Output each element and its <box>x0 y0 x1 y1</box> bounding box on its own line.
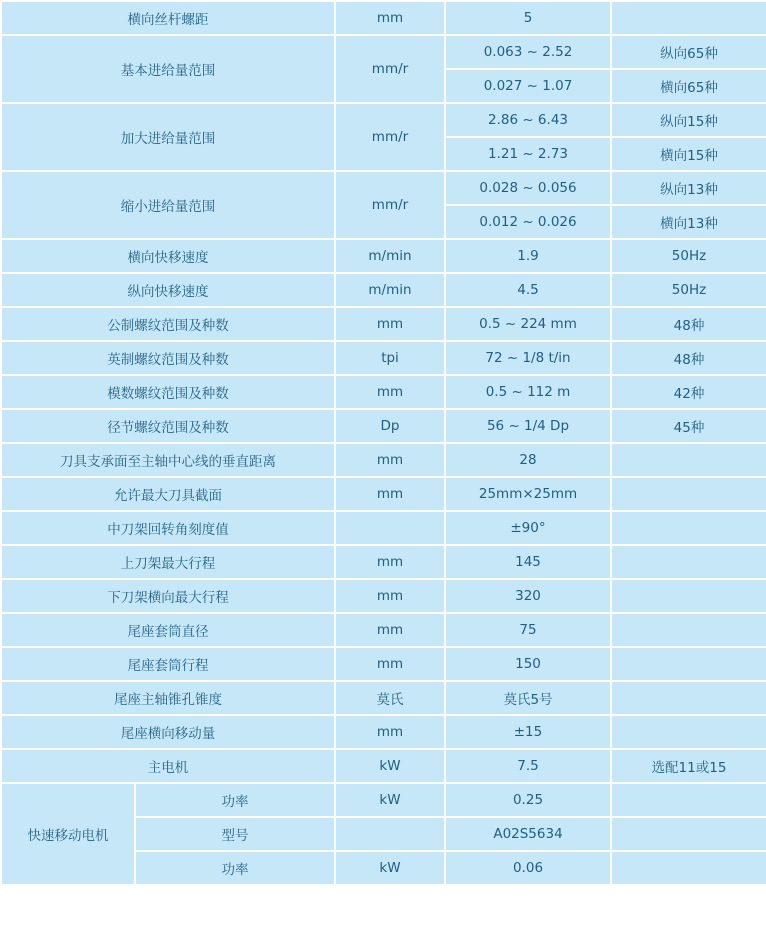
value-cell: 0.027 ~ 1.07 <box>445 69 611 103</box>
unit-cell: mm/r <box>335 171 445 239</box>
param-name-cell: 纵向快移速度 <box>1 273 335 307</box>
unit-cell: 莫氏 <box>335 681 445 715</box>
note-cell <box>611 613 766 647</box>
note-cell: 横向65种 <box>611 69 766 103</box>
unit-cell: mm <box>335 307 445 341</box>
value-cell: 0.06 <box>445 851 611 885</box>
unit-cell: Dp <box>335 409 445 443</box>
unit-cell: kW <box>335 851 445 885</box>
note-cell: 42种 <box>611 375 766 409</box>
table-row <box>1 171 766 205</box>
value-cell: 72 ~ 1/8 t/in <box>445 341 611 375</box>
unit-cell: m/min <box>335 273 445 307</box>
unit-cell: mm <box>335 647 445 681</box>
note-cell: 50Hz <box>611 273 766 307</box>
table-row <box>1 443 766 477</box>
note-cell <box>611 477 766 511</box>
unit-cell: mm/r <box>335 35 445 103</box>
table-row <box>1 715 766 749</box>
unit-cell: mm <box>335 443 445 477</box>
unit-cell: mm <box>335 545 445 579</box>
param-name-cell: 横向快移速度 <box>1 239 335 273</box>
param-name-cell: 允许最大刀具截面 <box>1 477 335 511</box>
note-cell: 横向15种 <box>611 137 766 171</box>
table-row <box>1 613 766 647</box>
note-cell: 48种 <box>611 307 766 341</box>
unit-cell: mm/r <box>335 103 445 171</box>
value-cell: 0.012 ~ 0.026 <box>445 205 611 239</box>
rapid-motor-name-cell: 快速移动电机 <box>1 783 135 885</box>
table-row <box>1 545 766 579</box>
value-cell: 0.5 ~ 224 mm <box>445 307 611 341</box>
table-row <box>1 749 766 783</box>
param-name-cell: 中刀架回转角刻度值 <box>1 511 335 545</box>
table-row <box>1 477 766 511</box>
param-name-cell: 英制螺纹范围及种数 <box>1 341 335 375</box>
note-cell: 48种 <box>611 341 766 375</box>
unit-cell <box>335 511 445 545</box>
value-cell: 75 <box>445 613 611 647</box>
table-row <box>1 307 766 341</box>
value-cell: 莫氏5号 <box>445 681 611 715</box>
table-row <box>1 681 766 715</box>
unit-cell: mm <box>335 715 445 749</box>
value-cell: 1.9 <box>445 239 611 273</box>
value-cell: 150 <box>445 647 611 681</box>
param-name-cell: 模数螺纹范围及种数 <box>1 375 335 409</box>
param-name-cell: 主电机 <box>1 749 335 783</box>
table-row <box>1 375 766 409</box>
value-cell: ±90° <box>445 511 611 545</box>
unit-cell: mm <box>335 477 445 511</box>
param-name-cell: 刀具支承面至主轴中心线的垂直距离 <box>1 443 335 477</box>
unit-cell: m/min <box>335 239 445 273</box>
value-cell: 145 <box>445 545 611 579</box>
unit-cell: tpi <box>335 341 445 375</box>
note-cell: 纵向13种 <box>611 171 766 205</box>
unit-cell: mm <box>335 613 445 647</box>
table-row <box>1 579 766 613</box>
param-name-cell: 缩小进给量范围 <box>1 171 335 239</box>
value-cell: ±15 <box>445 715 611 749</box>
unit-cell: kW <box>335 749 445 783</box>
param-name-cell: 加大进给量范围 <box>1 103 335 171</box>
value-cell: 0.5 ~ 112 m <box>445 375 611 409</box>
table-row <box>1 273 766 307</box>
note-cell <box>611 545 766 579</box>
note-cell: 纵向65种 <box>611 35 766 69</box>
value-cell: 2.86 ~ 6.43 <box>445 103 611 137</box>
param-name-cell: 基本进给量范围 <box>1 35 335 103</box>
note-cell <box>611 511 766 545</box>
param-name-cell: 径节螺纹范围及种数 <box>1 409 335 443</box>
table-row <box>1 239 766 273</box>
unit-cell: mm <box>335 579 445 613</box>
note-cell: 45种 <box>611 409 766 443</box>
param-name-cell: 下刀架横向最大行程 <box>1 579 335 613</box>
note-cell <box>611 579 766 613</box>
value-cell: 0.063 ~ 2.52 <box>445 35 611 69</box>
note-cell: 50Hz <box>611 239 766 273</box>
note-cell: 纵向15种 <box>611 103 766 137</box>
note-cell <box>611 783 766 817</box>
spec-table-body <box>1 1 766 885</box>
note-cell: 选配11或15 <box>611 749 766 783</box>
table-row <box>1 1 766 35</box>
note-cell <box>611 1 766 35</box>
note-cell <box>611 817 766 851</box>
sub-param-cell: 功率 <box>135 783 335 817</box>
unit-cell: mm <box>335 375 445 409</box>
param-name-cell: 尾座横向移动量 <box>1 715 335 749</box>
note-cell: 横向13种 <box>611 205 766 239</box>
note-cell <box>611 681 766 715</box>
note-cell <box>611 715 766 749</box>
param-name-cell: 尾座套筒行程 <box>1 647 335 681</box>
value-cell: 0.028 ~ 0.056 <box>445 171 611 205</box>
param-name-cell: 公制螺纹范围及种数 <box>1 307 335 341</box>
table-row <box>1 647 766 681</box>
table-row <box>1 409 766 443</box>
value-cell: 25mm×25mm <box>445 477 611 511</box>
param-name-cell: 尾座主轴锥孔锥度 <box>1 681 335 715</box>
param-name-cell: 横向丝杆螺距 <box>1 1 335 35</box>
param-name-cell: 上刀架最大行程 <box>1 545 335 579</box>
value-cell: 56 ~ 1/4 Dp <box>445 409 611 443</box>
sub-param-cell: 型号 <box>135 817 335 851</box>
table-row <box>1 103 766 137</box>
unit-cell: kW <box>335 783 445 817</box>
note-cell <box>611 443 766 477</box>
note-cell <box>611 851 766 885</box>
note-cell <box>611 647 766 681</box>
table-row <box>1 35 766 69</box>
table-row <box>1 783 766 817</box>
sub-param-cell: 功率 <box>135 851 335 885</box>
value-cell: 5 <box>445 1 611 35</box>
unit-cell <box>335 817 445 851</box>
param-name-cell: 尾座套筒直径 <box>1 613 335 647</box>
value-cell: 0.25 <box>445 783 611 817</box>
unit-cell: mm <box>335 1 445 35</box>
value-cell: A02S5634 <box>445 817 611 851</box>
value-cell: 320 <box>445 579 611 613</box>
value-cell: 4.5 <box>445 273 611 307</box>
table-row <box>1 511 766 545</box>
value-cell: 7.5 <box>445 749 611 783</box>
table-row <box>1 341 766 375</box>
value-cell: 28 <box>445 443 611 477</box>
value-cell: 1.21 ~ 2.73 <box>445 137 611 171</box>
